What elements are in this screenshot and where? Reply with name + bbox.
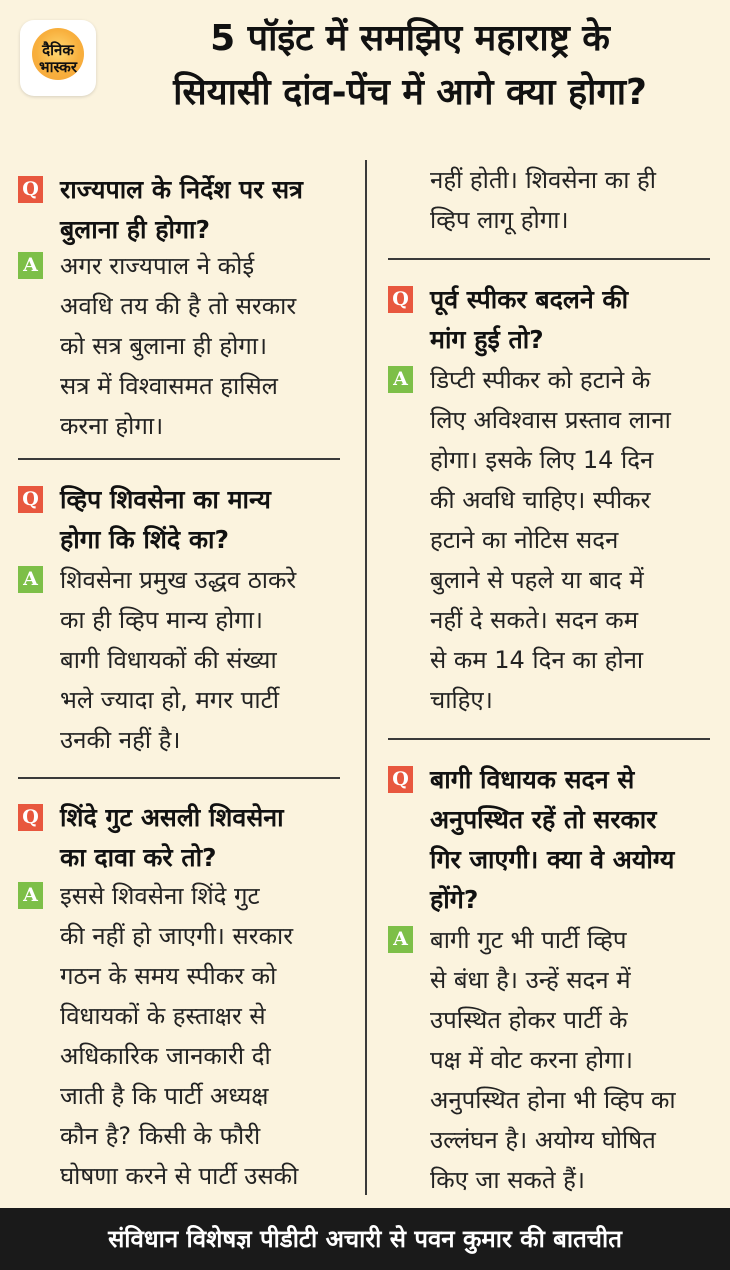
answer-line: नहीं होती। शिवसेना का ही [430,166,656,194]
logo-line-1: दैनिक [42,41,74,59]
answer-line: अगर राज्यपाल ने कोई [60,252,255,280]
answer-line: से बंधा है। उन्हें सदन में [430,966,631,994]
q-badge: Q [388,286,413,313]
logo-line-2: भास्कर [39,58,77,76]
q-badge: Q [18,176,43,203]
answer-line: उल्लंघन है। अयोग्य घोषित [430,1126,656,1154]
answer-line: अधिकारिक जानकारी दी [60,1042,271,1070]
question-line: होंगे? [430,885,479,914]
answer-text [60,246,296,446]
question-text [60,798,284,878]
question-line: शिंदे गुट असली शिवसेना [60,803,284,832]
a-badge: A [18,882,43,909]
q-badge: Q [18,804,43,831]
question-line: पूर्व स्पीकर बदलने की [430,285,629,314]
question-line: मांग हुई तो? [430,325,544,354]
answer-line: घोषणा करने से पार्टी उसकी [60,1162,299,1190]
answer-line: डिप्टी स्पीकर को हटाने के [430,366,651,394]
question-text [430,760,674,920]
title-line-1: 5 पॉइंट में समझिए महाराष्ट्र के [210,18,610,59]
a-badge: A [388,366,413,393]
question-text [60,170,303,250]
question-text [60,480,271,560]
section-divider [388,738,710,740]
answer-line: को सत्र बुलाना ही होगा। [60,332,268,360]
answer-line: करना होगा। [60,412,164,440]
answer-line: बुलाने से पहले या बाद में [430,566,644,594]
question-line: राज्यपाल के निर्देश पर सत्र [60,175,303,204]
answer-line: नहीं दे सकते। सदन कम [430,606,639,634]
question-line: गिर जाएगी। क्या वे अयोग्य [430,845,675,874]
answer-text [430,160,656,240]
answer-line: इससे शिवसेना शिंदे गुट [60,882,260,910]
answer-line: शिवसेना प्रमुख उद्धव ठाकरे [60,566,297,594]
answer-line: होगा। इसके लिए 14 दिन [430,446,654,474]
a-badge: A [18,566,43,593]
question-line: का दावा करे तो? [60,843,217,872]
section-divider [18,777,340,779]
answer-line: विधायकों के हस्ताक्षर से [60,1002,266,1030]
answer-line: बागी गुट भी पार्टी व्हिप [430,926,627,954]
answer-line: की नहीं हो जाएगी। सरकार [60,922,294,950]
answer-line: किए जा सकते हैं। [430,1166,586,1194]
answer-line: उनकी नहीं है। [60,726,181,754]
answer-line: का ही व्हिप मान्य होगा। [60,606,264,634]
answer-text [60,560,296,760]
title-line-2: सियासी दांव-पेंच में आगे क्या होगा? [173,72,647,113]
answer-text [430,920,676,1200]
footer-credit-bar [0,1208,730,1270]
answer-line: उपस्थित होकर पार्टी के [430,1006,628,1034]
question-line: बागी विधायक सदन से [430,765,635,794]
section-divider [388,258,710,260]
dainik-bhaskar-logo [20,20,96,96]
answer-line: बागी विधायकों की संख्या [60,646,277,674]
question-line: बुलाना ही होगा? [60,215,211,244]
question-line: अनुपस्थित रहें तो सरकार [430,805,657,834]
answer-line: की अवधि चाहिए। स्पीकर [430,486,651,514]
answer-text [60,876,298,1196]
column-divider [365,160,367,1195]
q-badge: Q [388,766,413,793]
answer-line: व्हिप लागू होगा। [430,206,569,234]
a-badge: A [18,252,43,279]
logo-text [20,42,96,76]
answer-line: हटाने का नोटिस सदन [430,526,619,554]
answer-line: से कम 14 दिन का होना [430,646,644,674]
answer-line: अनुपस्थित होना भी व्हिप का [430,1086,676,1114]
a-badge: A [388,926,413,953]
section-divider [18,458,340,460]
answer-line: जाती है कि पार्टी अध्यक्ष [60,1082,269,1110]
question-line: होगा कि शिंदे का? [60,525,230,554]
answer-line: भले ज्यादा हो, मगर पार्टी [60,686,279,714]
answer-text [430,360,671,720]
answer-line: लिए अविश्वास प्रस्ताव लाना [430,406,671,434]
question-text [430,280,628,360]
answer-line: अवधि तय की है तो सरकार [60,292,297,320]
header [0,0,730,150]
answer-line: कौन है? किसी के फौरी [60,1122,261,1150]
answer-line: पक्ष में वोट करना होगा। [430,1046,633,1074]
page-title [110,12,710,120]
answer-line: गठन के समय स्पीकर को [60,962,277,990]
question-line: व्हिप शिवसेना का मान्य [60,485,271,514]
answer-line: चाहिए। [430,686,493,714]
answer-line: सत्र में विश्वासमत हासिल [60,372,278,400]
footer-credit: संविधान विशेषज्ञ पीडीटी अचारी से पवन कुमार की बातचीत [108,1225,622,1253]
q-badge: Q [18,486,43,513]
